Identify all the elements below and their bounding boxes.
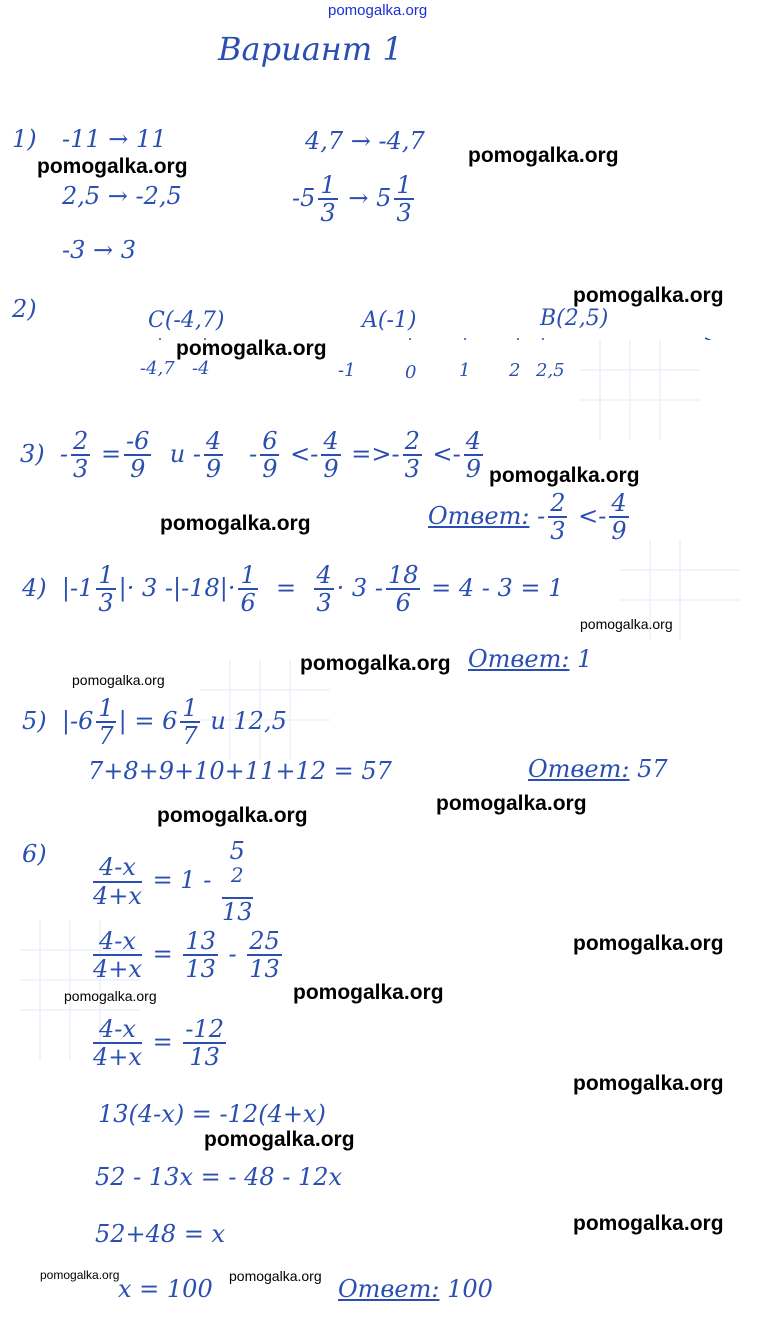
task3-line: 3) - $\frac{2}{3}$ = $\frac{-6}{9}$ и - $\frac{4}{9}$ - $\frac{6}{9}$ <- $\frac{4}{9}$ =>- $\frac{2}{3}$ <- $\frac{4}{9}$: [20, 427, 482, 484]
task1-label: 1): [12, 125, 37, 153]
watermark: pomogalka.org: [580, 616, 673, 632]
watermark: pomogalka.org: [204, 1128, 355, 1151]
watermark: pomogalka.org: [468, 144, 619, 167]
task6-step3: $\frac{4-x}{4+x}$ = $\frac{-12}{13}$: [93, 1015, 224, 1072]
watermark: pomogalka.org: [293, 981, 444, 1004]
watermark: pomogalka.org: [229, 1268, 322, 1284]
watermark: pomogalka.org: [573, 1212, 724, 1235]
task4-line: 4) |-1 $\frac{1}{3}$ |· 3 -|-18|· $\frac{1}{6}$ = $\frac{4}{3}$ · 3 - $\frac{18}{6}$ = 4 - 3 = 1: [22, 561, 564, 618]
tick-label: 2,5: [536, 360, 565, 381]
point-c-label: C(-4,7): [148, 308, 225, 333]
task6-label: 6): [22, 840, 47, 868]
point-b-label: B(2,5): [540, 306, 609, 331]
task6-line7: x = 100: [118, 1275, 213, 1303]
tick-label: 2: [509, 360, 521, 381]
watermark: pomogalka.org: [160, 512, 311, 535]
task3-answer: Ответ: - $\frac{2}{3}$ <- $\frac{4}{9}$: [428, 489, 627, 546]
task5-line: 5) |-6 $\frac{1}{7}$ | = 6 $\frac{1}{7}$ и 12,5: [22, 694, 287, 751]
task4-answer: Ответ: 1: [468, 645, 593, 673]
tick-label: -1: [338, 360, 356, 381]
task6-line4: 13(4-x) = -12(4+x): [98, 1100, 326, 1128]
watermark: pomogalka.org: [176, 337, 327, 360]
tick-label: 0: [405, 362, 417, 383]
watermark: pomogalka.org: [489, 464, 640, 487]
watermark: pomogalka.org: [300, 652, 451, 675]
watermark: pomogalka.org: [157, 804, 308, 827]
watermark-top[interactable]: pomogalka.org: [328, 2, 428, 19]
task6-step2: $\frac{4-x}{4+x}$ = $\frac{13}{13}$ - $\frac{25}{13}$: [93, 927, 280, 984]
task1-item: 2,5 → -2,5: [62, 182, 182, 210]
task6-step1: $\frac{4-x}{4+x}$ = 1 - 5 $^2$ 13: [93, 837, 253, 926]
watermark: pomogalka.org: [436, 792, 587, 815]
tick-label: 1: [459, 360, 471, 381]
point-a-label: A(-1): [362, 308, 417, 333]
watermark: pomogalka.org: [72, 672, 165, 688]
watermark: pomogalka.org: [573, 1072, 724, 1095]
task6-line5: 52 - 13x = - 48 - 12x: [95, 1163, 343, 1191]
watermark: pomogalka.org: [64, 988, 157, 1004]
task1-mixed-line: -5 $\frac{1}{3}$ → 5 $\frac{1}{3}$: [292, 171, 412, 228]
task6-answer: Ответ: 100: [338, 1275, 493, 1303]
task5-sum: 7+8+9+10+11+12 = 57: [88, 757, 392, 785]
watermark: pomogalka.org: [40, 1268, 120, 1282]
tick-label: -4: [192, 358, 210, 379]
task1-item: 4,7 → -4,7: [305, 127, 425, 155]
task6-line6: 52+48 = x: [95, 1220, 226, 1248]
watermark: pomogalka.org: [573, 932, 724, 955]
task1-item: -11 → 11: [62, 125, 167, 153]
watermark: pomogalka.org: [573, 284, 724, 307]
task5-answer: Ответ: 57: [528, 755, 668, 783]
task2-label: 2): [12, 295, 37, 323]
page-title: Вариант 1: [218, 30, 403, 68]
tick-label: -4,7: [140, 358, 175, 379]
watermark: pomogalka.org: [37, 155, 188, 178]
task1-item: -3 → 3: [62, 236, 137, 264]
